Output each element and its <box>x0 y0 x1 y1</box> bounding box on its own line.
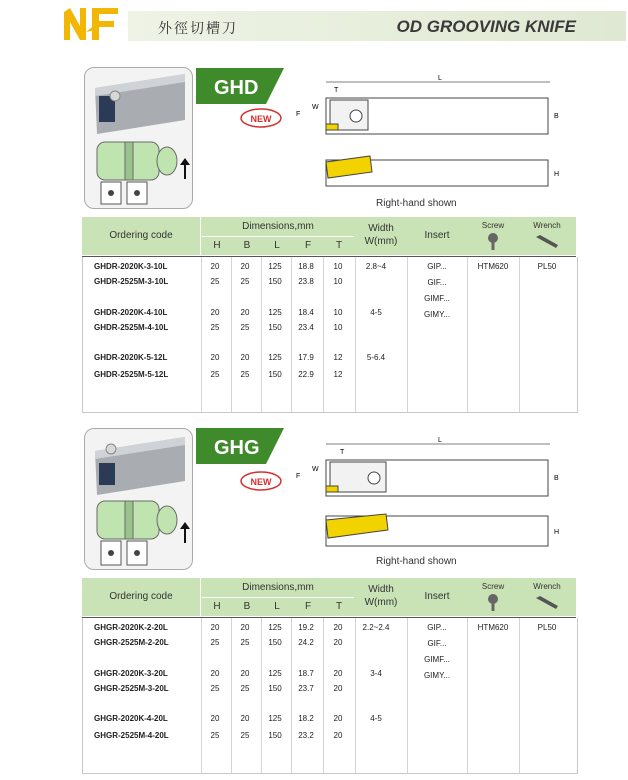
dim-h-value: 25 <box>210 638 220 647</box>
dim-h-value: 20 <box>210 262 220 271</box>
tool-photo-box <box>84 67 193 209</box>
dim-l-value: 125 <box>268 669 282 678</box>
dim-l-value: 150 <box>268 323 282 332</box>
svg-text:W: W <box>312 104 319 111</box>
ordering-code: GHGR-2525M-2-20L <box>94 638 169 647</box>
screw-code: HTM620 <box>477 623 509 632</box>
dim-h-value: 20 <box>210 353 220 362</box>
col-screw: Screw <box>481 582 505 591</box>
wrench-icon <box>534 594 560 612</box>
insert-type: GIF... <box>427 278 447 287</box>
col-t: T <box>335 601 343 612</box>
ordering-code: GHDR-2020K-4-10L <box>94 308 168 317</box>
dim-l-value: 125 <box>268 353 282 362</box>
dim-l-value: 150 <box>268 370 282 379</box>
dim-h-value: 25 <box>210 370 220 379</box>
dim-l-value: 150 <box>268 731 282 740</box>
dim-f-value: 19.2 <box>298 623 314 632</box>
dim-t-value: 20 <box>333 731 343 740</box>
dim-f-value: 23.7 <box>298 684 314 693</box>
col-t: T <box>335 240 343 251</box>
insert-type: GIP... <box>427 262 447 271</box>
dim-f-value: 22.9 <box>298 370 314 379</box>
dim-l-value: 125 <box>268 714 282 723</box>
dim-f-value: 23.8 <box>298 277 314 286</box>
wrench-icon <box>534 233 560 251</box>
col-wrench: Wrench <box>533 582 561 591</box>
svg-text:NEW: NEW <box>250 114 272 124</box>
model-tag-label: GHG <box>214 437 260 459</box>
dim-l-value: 125 <box>268 623 282 632</box>
dim-b-value: 25 <box>240 370 250 379</box>
dim-t-value: 10 <box>333 277 343 286</box>
ordering-code: GHDR-2020K-5-12L <box>94 353 168 362</box>
dim-t-value: 20 <box>333 684 343 693</box>
screw-icon <box>486 233 500 251</box>
width-range: 2.8~4 <box>365 262 387 271</box>
width-range: 2.2~2.4 <box>362 623 390 632</box>
ordering-code: GHDR-2525M-3-10L <box>94 277 169 286</box>
dim-t-value: 12 <box>333 353 343 362</box>
svg-text:F: F <box>296 473 301 480</box>
width-range: 5-6.4 <box>366 353 386 362</box>
dim-b-value: 20 <box>240 669 250 678</box>
col-f: F <box>304 240 312 251</box>
right-hand-note: Right-hand shown <box>376 556 457 567</box>
table-header <box>82 217 576 255</box>
dim-f-value: 18.7 <box>298 669 314 678</box>
col-ordering-code: Ordering code <box>109 230 173 241</box>
dim-f-value: 18.4 <box>298 308 314 317</box>
dim-h-value: 25 <box>210 684 220 693</box>
arrow-up-icon <box>178 158 192 180</box>
col-b: B <box>243 601 251 612</box>
dim-b-value: 20 <box>240 262 250 271</box>
dim-h-value: 25 <box>210 731 220 740</box>
dimension-diagram <box>290 434 560 574</box>
dim-h-value: 20 <box>210 714 220 723</box>
col-wrench: Wrench <box>533 221 561 230</box>
svg-text:T: T <box>334 87 339 94</box>
svg-text:NEW: NEW <box>250 477 272 487</box>
col-l: L <box>274 601 280 612</box>
dim-t-value: 10 <box>333 262 343 271</box>
dim-h-value: 20 <box>210 308 220 317</box>
dim-l-value: 150 <box>268 684 282 693</box>
table-rows-ghd <box>82 257 576 412</box>
dim-f-value: 18.8 <box>298 262 314 271</box>
dim-l-value: 125 <box>268 308 282 317</box>
col-f: F <box>304 601 312 612</box>
svg-text:F: F <box>296 111 301 118</box>
model-tag <box>196 68 284 104</box>
col-insert: Insert <box>424 230 450 241</box>
svg-text:T: T <box>340 449 345 456</box>
col-width-unit: W(mm) <box>364 236 398 247</box>
width-range: 4-5 <box>370 308 382 317</box>
tool-photo-box <box>84 428 193 570</box>
new-badge <box>240 108 282 128</box>
dim-h-value: 20 <box>210 623 220 632</box>
width-range: 3-4 <box>370 669 382 678</box>
dimension-diagram <box>290 72 560 212</box>
dim-h-value: 25 <box>210 277 220 286</box>
tool-photo <box>85 68 192 208</box>
right-hand-note: Right-hand shown <box>376 198 457 209</box>
insert-type: GIMY... <box>423 671 451 680</box>
svg-text:L: L <box>438 75 442 82</box>
col-width: Width <box>368 584 394 595</box>
cn-title: 外徑切槽刀 <box>158 20 238 36</box>
dim-b-value: 20 <box>240 714 250 723</box>
col-width-unit: W(mm) <box>364 597 398 608</box>
insert-type: GIF... <box>427 639 447 648</box>
ordering-code: GHDR-2525M-4-10L <box>94 323 169 332</box>
model-tag <box>196 428 284 464</box>
dim-t-value: 20 <box>333 669 343 678</box>
dim-b-value: 25 <box>240 731 250 740</box>
dim-b-value: 25 <box>240 684 250 693</box>
dim-t-value: 20 <box>333 638 343 647</box>
insert-type: GIMF... <box>424 655 450 664</box>
dim-t-value: 20 <box>333 623 343 632</box>
insert-type: GIMF... <box>424 294 450 303</box>
dim-h-value: 25 <box>210 323 220 332</box>
svg-text:H: H <box>554 529 560 536</box>
dim-l-value: 125 <box>268 262 282 271</box>
dim-f-value: 23.2 <box>298 731 314 740</box>
insert-type: GIMY... <box>423 310 451 319</box>
col-insert: Insert <box>424 591 450 602</box>
col-h: H <box>213 601 221 612</box>
dim-b-value: 20 <box>240 308 250 317</box>
ordering-code: GHGR-2525M-4-20L <box>94 731 169 740</box>
table-rows-ghg <box>82 618 576 773</box>
col-ordering-code: Ordering code <box>109 591 173 602</box>
insert-type: GIP... <box>427 623 447 632</box>
dim-t-value: 20 <box>333 714 343 723</box>
dim-b-value: 20 <box>240 623 250 632</box>
dim-t-value: 10 <box>333 323 343 332</box>
dim-f-value: 18.2 <box>298 714 314 723</box>
dim-l-value: 150 <box>268 638 282 647</box>
svg-text:B: B <box>554 475 559 482</box>
ordering-code: GHDR-2020K-3-10L <box>94 262 168 271</box>
col-l: L <box>274 240 280 251</box>
tool-photo <box>85 429 192 569</box>
svg-text:W: W <box>312 466 319 473</box>
table-header <box>82 578 576 616</box>
col-screw: Screw <box>481 221 505 230</box>
col-width: Width <box>368 223 394 234</box>
dim-h-value: 20 <box>210 669 220 678</box>
svg-text:L: L <box>438 437 442 444</box>
dim-t-value: 12 <box>333 370 343 379</box>
col-b: B <box>243 240 251 251</box>
col-h: H <box>213 240 221 251</box>
ordering-code: GHGR-2020K-3-20L <box>94 669 168 678</box>
screw-code: HTM620 <box>477 262 509 271</box>
dim-b-value: 25 <box>240 323 250 332</box>
ordering-code: GHDR-2525M-5-12L <box>94 370 169 379</box>
svg-text:B: B <box>554 113 559 120</box>
col-dimensions: Dimensions,mm <box>242 221 314 232</box>
dim-l-value: 150 <box>268 277 282 286</box>
ordering-code: GHGR-2020K-2-20L <box>94 623 168 632</box>
dim-f-value: 24.2 <box>298 638 314 647</box>
dim-f-value: 17.9 <box>298 353 314 362</box>
new-badge <box>240 471 282 491</box>
col-dimensions: Dimensions,mm <box>242 582 314 593</box>
dim-t-value: 10 <box>333 308 343 317</box>
ordering-code: GHGR-2020K-4-20L <box>94 714 168 723</box>
width-range: 4-5 <box>370 714 382 723</box>
ordering-code: GHGR-2525M-3-20L <box>94 684 169 693</box>
svg-text:H: H <box>554 171 560 178</box>
screw-icon <box>486 594 500 612</box>
en-title: OD GROOVING KNIFE <box>396 17 576 36</box>
dim-b-value: 20 <box>240 353 250 362</box>
wrench-code: PL50 <box>537 623 557 632</box>
dim-f-value: 23.4 <box>298 323 314 332</box>
arrow-up-icon <box>178 522 192 544</box>
dim-b-value: 25 <box>240 638 250 647</box>
model-tag-label: GHD <box>214 77 259 99</box>
wrench-code: PL50 <box>537 262 557 271</box>
dim-b-value: 25 <box>240 277 250 286</box>
